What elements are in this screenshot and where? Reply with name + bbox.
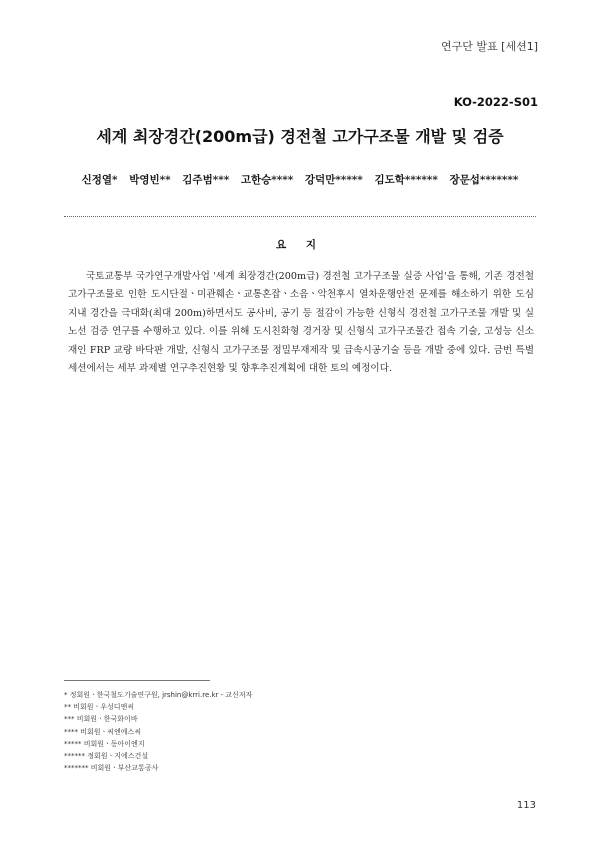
author-name: 고한승**** bbox=[240, 174, 294, 186]
footnote: ****** 정회원ㆍ지에스건설 bbox=[64, 752, 149, 761]
abstract-heading: 요 지 bbox=[276, 239, 324, 251]
footnote: ***** 비회원ㆍ동아이엔지 bbox=[64, 739, 145, 748]
footnote-list bbox=[64, 689, 544, 774]
footnote: * 정회원ㆍ한국철도기술연구원, jrshin@krri.re.kr - 교신저자 bbox=[64, 691, 253, 699]
author-name: 김도학****** bbox=[374, 174, 438, 186]
author-name: 김주범*** bbox=[182, 174, 230, 186]
paper-code: KO-2022-S01 bbox=[453, 95, 538, 109]
section-divider bbox=[64, 216, 536, 217]
session-label: 연구단 발표 [세션1] bbox=[441, 40, 538, 53]
author-name: 장문섭******* bbox=[449, 174, 519, 186]
author-name: 박영빈** bbox=[129, 174, 171, 186]
page-number: 113 bbox=[516, 800, 536, 811]
paper-title: 세계 최장경간(200m급) 경전철 고가구조물 개발 및 검증 bbox=[96, 127, 504, 146]
footnote: *** 비회원ㆍ한국화이바 bbox=[64, 715, 138, 724]
footnote: ** 비회원ㆍ우성디앤씨 bbox=[64, 703, 135, 712]
footnote: **** 비회원ㆍ씨엔에스씨 bbox=[64, 727, 142, 736]
author-name: 신정열* bbox=[81, 174, 118, 186]
author-list bbox=[0, 172, 600, 187]
abstract-body: 국토교통부 국가연구개발사업 '세계 최장경간(200m급) 경전철 고가구조물 실증 사업'을 통해, 기존 경전철 고가구조물로 인한 도시단절ㆍ미관훼손ㆍ교통혼잡ㆍ소음ㆍ악천후시 열차운행안전 문제를 해소하기 위한 도심지내 경간을 극대화(최대 200m)하면서도 공사비, 공기 등 절감이 가능한 신형식 경전철 고가구조물 개발 및 실노선 검증 연구를 수행하고 있다. 이를 위해 도시친화형 경거장 및 신형식 고가구조물간 접속 기술, 고성능 신소재인 FRP 교량 바닥판 개발, 신형식 고가구조물 정밀부재제작 및 급속시공기술 등을 개발 중에 있다. 금번 특별세션에서는 세부 과제별 연구추진현황 및 향후추진계획에 대한 토의 예정이다. bbox=[68, 271, 534, 375]
footnote: ******* 비회원ㆍ부산교통공사 bbox=[64, 764, 159, 773]
author-name: 강덕만***** bbox=[304, 174, 363, 186]
footnote-rule bbox=[64, 680, 210, 681]
